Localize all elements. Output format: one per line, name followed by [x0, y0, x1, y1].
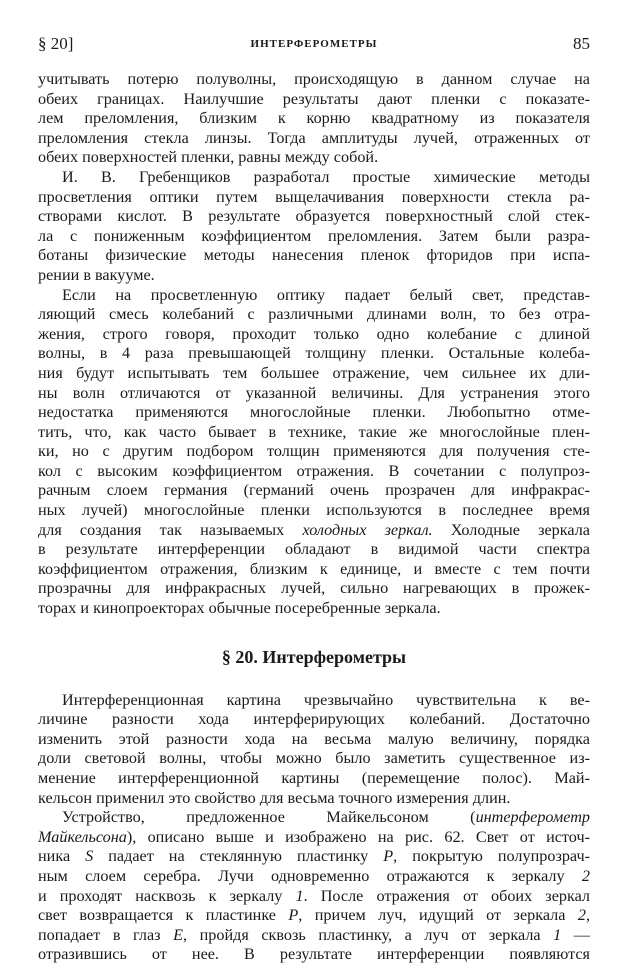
text-run: , причем луч, идущий от зеркала	[298, 906, 578, 925]
text-line: обеих поверхностей пленки, равны между собой.	[38, 148, 379, 167]
text-line: И. В. Гребенщиков разработал простые химические методы	[62, 167, 590, 186]
text-line: рении в вакууме.	[38, 265, 155, 284]
text-line: недостатка применяются многослойные пленки. Любопытно отме-	[38, 403, 590, 422]
text-line: менение интерференционной картины (перемещение полос). Май-	[38, 769, 590, 787]
text-line: Интерференционная картина чрезвычайно чувствительна к ве-	[62, 690, 590, 709]
header-section-number: § 20]	[38, 34, 74, 53]
text-line	[38, 521, 590, 541]
paragraph-interference-sensitivity	[38, 691, 590, 809]
text-line: в результате интерференции обладают в видимой части спектра	[38, 540, 590, 559]
text-line	[38, 867, 590, 887]
text-line: рачным слоем германия (германий очень прозрачен для инфракрас-	[38, 481, 590, 500]
text-run: ника	[38, 847, 86, 866]
symbol-P: P	[383, 847, 394, 866]
text-line: ляющий смесь колебаний с различными длинами волн, то без отра-	[38, 305, 590, 324]
text-line: торах и кинопроекторах обычные посеребренные зеркала.	[38, 599, 441, 618]
text-run: Устройство, предложенное Майкельсоном (	[62, 808, 476, 827]
text-line: обеих границах. Наилучшие результаты дают пленки с показате-	[38, 89, 590, 108]
text-line: тить, что, как часто бывает в технике, такие же многослойные плен-	[38, 422, 590, 441]
symbol-S: S	[85, 847, 94, 866]
text-run: . После отражения от обоих зеркал	[303, 886, 590, 905]
text-line: изменить этой разности хода на весьма малую величину, порядка	[38, 729, 590, 748]
text-line: доли световой волны, чтобы можно было заметить существенное из-	[38, 749, 590, 768]
header-title: ИНТЕРФЕРОМЕТРЫ	[250, 38, 378, 50]
text-line: учитывать потерю полуволны, происходящую в данном случае на	[38, 70, 590, 88]
running-header	[38, 34, 590, 58]
text-run: —	[561, 925, 590, 944]
text-line	[38, 887, 590, 907]
text-line	[38, 808, 590, 828]
text-line: коэффициентом отражения, близким к единице, и вместе с тем почти	[38, 559, 590, 578]
symbol-2: 2	[577, 906, 586, 925]
text-line: ки, но с другим подбором толщин применяются для получения сте-	[38, 442, 590, 461]
text-line: ных лучей) многослойные пленки используются в последнее время	[38, 501, 590, 520]
text-line: створами кислот. В результате образуется поверхностный слой стек-	[38, 207, 590, 226]
italic-term: интерферометр	[475, 808, 590, 827]
page-number: 85	[573, 34, 590, 53]
text-line: преломления стекла линзы. Тогда амплитуды лучей, отраженных от	[38, 128, 590, 147]
text-run: , пройдя сквозь пластинку, а луч от зеркала	[182, 925, 554, 944]
text-line: просветления оптики путем выщелачивания поверхности стекла ра-	[38, 187, 590, 206]
paragraph-michelson-device	[38, 808, 590, 965]
text-line: Если на просветленную оптику падает белый свет, представ-	[62, 285, 590, 304]
italic-term-cold-mirrors: холодных зеркал.	[302, 520, 433, 539]
text-run: , покрытую полупрозрач-	[393, 847, 591, 866]
text-run: ным слоем серебра. Лучи одновременно отражаются к зеркалу	[38, 866, 582, 885]
paragraph-film-continuation	[38, 70, 590, 168]
symbol-1: 1	[295, 886, 304, 905]
text-run: попадает в глаз	[38, 925, 174, 944]
text-line: ния будут испытывать тем большее отражение, чем сильнее их дли-	[38, 363, 590, 382]
text-run: ,	[585, 906, 591, 925]
text-line	[38, 926, 590, 946]
paragraph-multilayer-films	[38, 286, 590, 619]
symbol-1: 1	[553, 925, 562, 944]
text-line: волны, в 4 раза превышающей толщину пленки. Остальные колеба-	[38, 344, 590, 363]
text-line: отразившись от нее. В результате интерференции появляются	[38, 945, 590, 964]
text-line: ла с пониженным коэффициентом преломления. Затем были разра-	[38, 226, 590, 245]
text-line: ботаны физические методы нанесения пленок фторидов при испа-	[38, 246, 590, 265]
text-run: для создания так называемых	[38, 520, 303, 539]
italic-term: Майкельсона	[38, 827, 127, 846]
text-line: ны волн отличаются от указанной величины. Для устранения этого	[38, 383, 590, 402]
text-run: ), описано выше и изображено на рис. 62. Свет от источ-	[126, 827, 590, 846]
symbol-E: E	[173, 925, 183, 944]
text-line	[38, 828, 590, 848]
text-line: жения, строго говоря, проходит только одно колебание с длиной	[38, 324, 590, 343]
symbol-P: P	[288, 906, 299, 925]
text-line	[38, 847, 590, 867]
text-line: кельсон применил это свойство для весьма точного измерения длин.	[38, 788, 511, 807]
section-heading: § 20. Интерферометры	[221, 646, 407, 667]
text-run: и проходят насквозь к зеркалу	[38, 886, 296, 905]
text-line	[38, 906, 590, 926]
text-run: падает на стеклянную пластинку	[93, 847, 384, 866]
text-line: личине разности хода интерферирующих колебаний. Достаточно	[38, 710, 590, 729]
text-line: лем преломления, близким к корню квадратному из показателя	[38, 109, 590, 128]
paragraph-grebenshchikov	[38, 168, 590, 286]
symbol-2: 2	[581, 866, 590, 885]
text-run: Холодные зеркала	[432, 520, 590, 539]
page-body	[38, 70, 590, 965]
text-line: кол с высоким коэффициентом отражения. В сочетании с полупроз-	[38, 461, 590, 480]
text-run: свет возвращается к пластинке	[38, 906, 289, 925]
text-line: прозрачны для инфракрасных лучей, сильно нагревающих в прожек-	[38, 579, 590, 598]
